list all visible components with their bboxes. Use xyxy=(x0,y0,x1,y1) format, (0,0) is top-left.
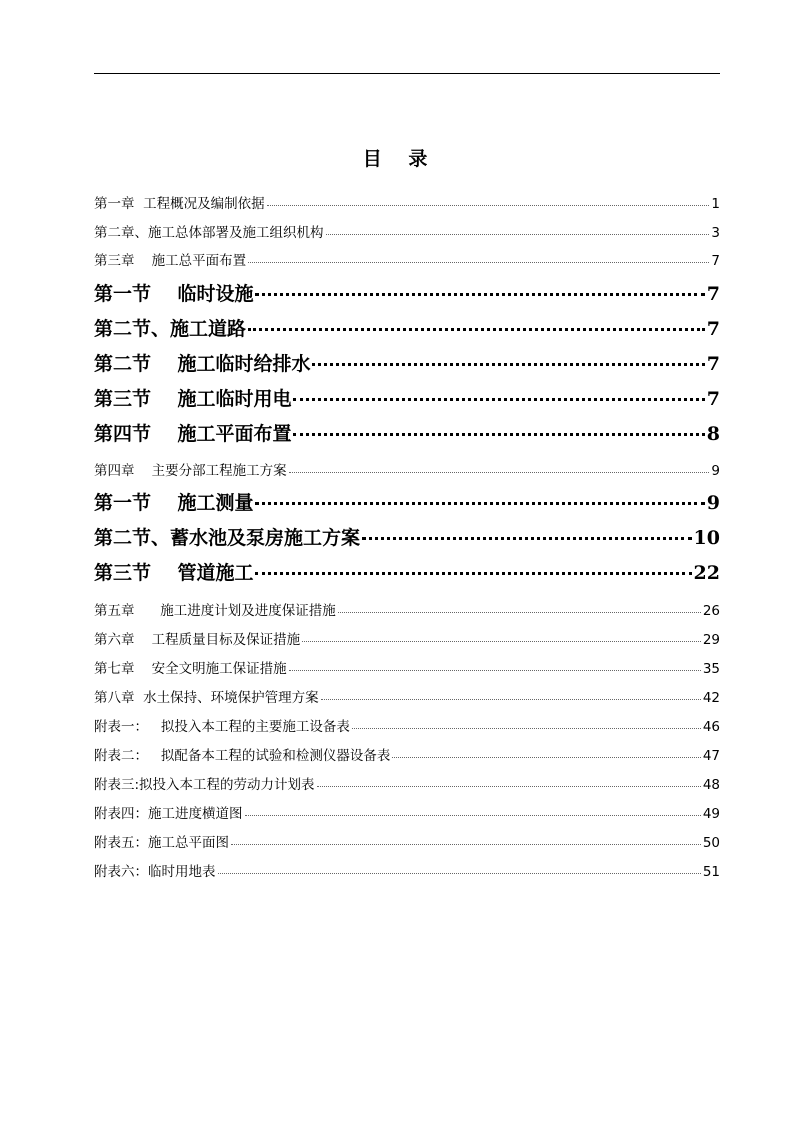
toc-entry-ch3-section-2b[interactable] xyxy=(94,349,720,379)
toc-leader xyxy=(338,611,701,613)
toc-entry-page: 10 xyxy=(693,527,720,549)
toc-entry-page: 49 xyxy=(702,806,720,822)
toc-entry-chapter-6[interactable] xyxy=(94,628,720,648)
toc-entry-label: 第三节 施工临时用电 xyxy=(94,388,292,410)
toc-entry-label: 第四章 主要分部工程施工方案 xyxy=(94,463,287,479)
toc-entry-appendix-3[interactable] xyxy=(94,773,720,793)
toc-leader xyxy=(321,698,701,700)
toc-entry-page: 46 xyxy=(702,719,720,735)
toc-entry-label: 附表三:拟投入本工程的劳动力计划表 xyxy=(94,777,315,793)
toc-entry-chapter-3[interactable] xyxy=(94,249,720,269)
toc-entry-label: 附表四：施工进度横道图 xyxy=(94,806,243,822)
toc-entry-page: 7 xyxy=(706,283,720,305)
toc-leader xyxy=(293,396,704,401)
toc-entry-appendix-4[interactable] xyxy=(94,802,720,822)
toc-leader xyxy=(289,471,710,473)
toc-entry-page: 1 xyxy=(711,196,720,212)
toc-entry-ch4-section-2[interactable] xyxy=(94,523,720,553)
toc-entry-ch3-section-3[interactable] xyxy=(94,384,720,414)
toc-entry-chapter-5[interactable] xyxy=(94,599,720,619)
toc-entry-page: 47 xyxy=(702,748,720,764)
toc-leader xyxy=(218,872,701,874)
toc-entry-label: 第二节、蓄水池及泵房施工方案 xyxy=(94,527,361,549)
toc-leader xyxy=(312,361,704,366)
toc-entry-label: 附表一： 拟投入本工程的主要施工设备表 xyxy=(94,719,350,735)
toc-entry-page: 26 xyxy=(702,603,720,619)
toc-entry-label: 第三节 管道施工 xyxy=(94,562,254,584)
toc-leader xyxy=(362,535,692,540)
toc-entry-ch4-section-1[interactable] xyxy=(94,488,720,518)
toc-entry-page: 29 xyxy=(702,632,720,648)
toc-entry-page: 50 xyxy=(702,835,720,851)
toc-entry-page: 35 xyxy=(702,661,720,677)
toc-entry-label: 附表五：施工总平面图 xyxy=(94,835,229,851)
toc-entry-chapter-2[interactable] xyxy=(94,221,720,241)
toc-entry-label: 第二节、施工道路 xyxy=(94,318,247,340)
toc-entry-label: 第一章 工程概况及编制依据 xyxy=(94,196,265,212)
toc-entry-chapter-7[interactable] xyxy=(94,657,720,677)
toc-entry-ch4-section-3[interactable] xyxy=(94,558,720,588)
toc-leader xyxy=(248,261,709,263)
toc-leader xyxy=(245,814,701,816)
toc-entry-page: 7 xyxy=(711,253,720,269)
toc-entry-label: 第八章 水土保持、环境保护管理方案 xyxy=(94,690,319,706)
toc-entry-appendix-1[interactable] xyxy=(94,715,720,735)
toc-entry-page: 42 xyxy=(702,690,720,706)
toc-entry-page: 8 xyxy=(706,423,720,445)
toc-entry-label: 附表六：临时用地表 xyxy=(94,864,216,880)
toc-entry-page: 51 xyxy=(702,864,720,880)
toc-entry-label: 第七章 安全文明施工保证措施 xyxy=(94,661,287,677)
toc-leader xyxy=(317,785,701,787)
toc-entry-page: 7 xyxy=(706,318,720,340)
toc-leader xyxy=(302,640,701,642)
toc-leader xyxy=(267,204,710,206)
toc-entry-page: 9 xyxy=(706,492,720,514)
toc-entry-page: 22 xyxy=(693,562,720,584)
toc-leader xyxy=(248,326,705,331)
toc-entry-page: 7 xyxy=(706,388,720,410)
toc-leader xyxy=(255,500,704,505)
toc-entry-label: 第二节 施工临时给排水 xyxy=(94,353,311,375)
toc-entry-label: 附表二： 拟配备本工程的试验和检测仪器设备表 xyxy=(94,748,391,764)
toc-entry-ch3-section-4[interactable] xyxy=(94,419,720,449)
toc-entry-appendix-2[interactable] xyxy=(94,744,720,764)
toc-entry-appendix-5[interactable] xyxy=(94,831,720,851)
toc-entry-label: 第六章 工程质量目标及保证措施 xyxy=(94,632,301,648)
toc-entry-label: 第五章 施工进度计划及进度保证措施 xyxy=(94,603,336,619)
toc-entry-page: 9 xyxy=(711,463,720,479)
toc-entry-page: 7 xyxy=(706,353,720,375)
toc-entry-chapter-4[interactable] xyxy=(94,459,720,479)
toc-leader xyxy=(392,756,700,758)
toc-entry-chapter-8[interactable] xyxy=(94,686,720,706)
header-rule xyxy=(94,73,720,74)
toc-entry-label: 第一节 施工测量 xyxy=(94,492,254,514)
toc-entry-page: 3 xyxy=(711,225,720,241)
toc-leader xyxy=(289,669,701,671)
toc-leader xyxy=(255,291,704,296)
toc-entry-ch3-section-2a[interactable] xyxy=(94,314,720,344)
toc-entry-chapter-1[interactable] xyxy=(94,192,720,212)
toc-entry-label: 第四节 施工平面布置 xyxy=(94,423,292,445)
toc-entry-label: 第二章、施工总体部署及施工组织机构 xyxy=(94,225,324,241)
toc-entry-page: 48 xyxy=(702,777,720,793)
toc-leader xyxy=(293,431,704,436)
toc-entry-label: 第一节 临时设施 xyxy=(94,283,254,305)
toc-leader xyxy=(326,233,710,235)
toc-leader xyxy=(231,843,701,845)
toc-leader xyxy=(352,727,701,729)
toc-title: 目 录 xyxy=(362,148,432,170)
toc-entry-appendix-6[interactable] xyxy=(94,860,720,880)
toc-entry-ch3-section-1[interactable] xyxy=(94,279,720,309)
toc-leader xyxy=(255,570,691,575)
toc-entry-label: 第三章 施工总平面布置 xyxy=(94,253,247,269)
